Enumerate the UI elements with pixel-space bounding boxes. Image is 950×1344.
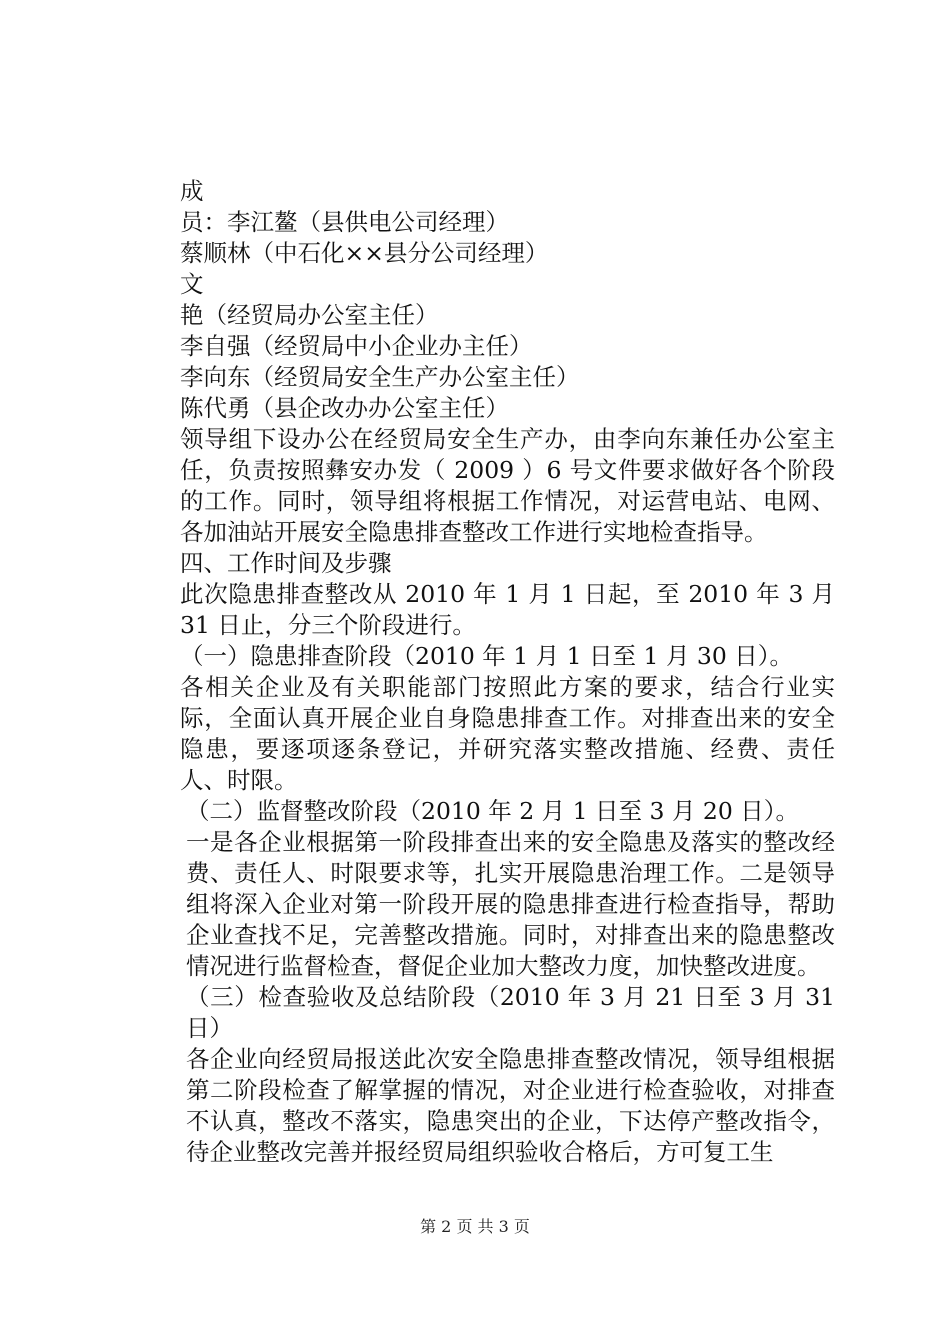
stage-heading-2: （二）监督整改阶段（2010 年 2 月 1 日至 3 月 20 日）。 [186,797,800,825]
member-line: 文 [180,270,204,298]
member-line: 员：李江鳌（县供电公司经理） [180,208,509,236]
paragraph-office: 领导组下设办公在经贸局安全生产办，由李向东兼任办公室主任，负责按照彝安办发（ 2009 ）6 号文件要求做好各个阶段的工作。同时，领导组将根据工作情况，对运营电站、电网、各加油站开展安全隐患排查整改工作进行实地检查指导。 [180,425,835,546]
paragraph-stage-3: 各企业向经贸局报送此次安全隐患排查整改情况，领导组根据第二阶段检查了解掌握的情况，对企业进行检查验收，对排查不认真，整改不落实，隐患突出的企业，下达停产整改指令，待企业整改完善并报经贸局组织验收合格后，方可复工生 [186,1045,835,1166]
stage-heading-3: （三）检查验收及总结阶段（2010 年 3 月 21 日至 3 月 31 日） [186,983,835,1042]
member-line: 李向东（经贸局安全生产办公室主任） [180,363,580,391]
document-body [130,176,835,1168]
paragraph-stage-2: 一是各企业根据第一阶段排查出来的安全隐患及落实的整改经费、责任人、时限要求等，扎实开展隐患治理工作。二是领导组将深入企业对第一阶段开展的隐患排查进行检查指导，帮助企业查找不足，完善整改措施。同时，对排查出来的隐患整改情况进行监督检查，督促企业加大整改力度，加快整改进度。 [186,828,835,980]
stage-heading-1: （一）隐患排查阶段（2010 年 1 月 1 日至 1 月 30 日）。 [180,642,794,670]
member-line: 艳（经贸局办公室主任） [180,301,439,329]
section-heading: 四、工作时间及步骤 [180,549,392,577]
paragraph-schedule: 此次隐患排查整改从 2010 年 1 月 1 日起，至 2010 年 3 月 31 日止，分三个阶段进行。 [180,580,835,639]
member-line: 蔡顺林（中石化××县分公司经理） [180,239,549,267]
member-line: 李自强（经贸局中小企业办主任） [180,332,533,360]
member-label-line: 成 [180,177,204,205]
member-line: 陈代勇（县企改办办公室主任） [180,394,509,422]
page-number-footer: 第 2 页 共 3 页 [420,1217,530,1236]
paragraph-stage-1: 各相关企业及有关职能部门按照此方案的要求，结合行业实际，全面认真开展企业自身隐患排查工作。对排查出来的安全隐患，要逐项逐条登记，并研究落实整改措施、经费、责任人、时限。 [180,673,835,794]
